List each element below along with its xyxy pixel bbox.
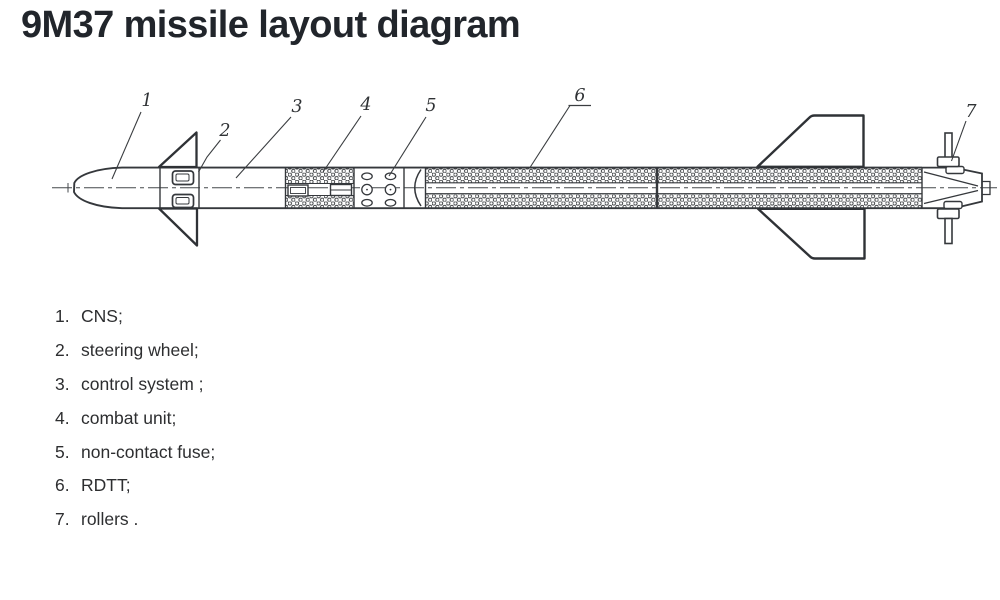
legend-item-label: control system ;: [81, 373, 204, 394]
leader-1: [112, 112, 141, 179]
legend-item-5: [55, 435, 215, 469]
callout-5: 5: [425, 96, 437, 116]
steering-actuators: [173, 171, 194, 208]
roller-flange-bottom: [938, 209, 960, 219]
page-title: 9M37 missile layout diagram: [21, 4, 521, 46]
legend-item-label: rollers .: [81, 509, 139, 530]
canard-fin-lower: [159, 209, 197, 246]
callout-3: 3: [291, 97, 303, 117]
center-axis-line: [52, 183, 997, 193]
callout-7: 7: [965, 102, 977, 122]
tail-fin-lower: [758, 209, 865, 259]
combat-unit-hatch-top: [286, 169, 354, 184]
roller-pin-bottom: [945, 219, 952, 244]
legend-item-number: 1.: [55, 306, 70, 327]
leader-4: [323, 116, 361, 172]
callout-6: 6: [574, 86, 586, 106]
legend-item-2: [55, 334, 215, 368]
legend-item-6: [55, 469, 215, 503]
legend-item-1: [55, 300, 215, 334]
leader-6: [530, 106, 570, 168]
callout-4: 4: [360, 95, 372, 115]
legend-item-4: [55, 401, 215, 435]
tail-fins: [758, 116, 865, 259]
fuse-internals: [362, 173, 396, 206]
legend-item-number: 6.: [55, 475, 70, 496]
legend-item-3: [55, 368, 215, 402]
legend-item-label: CNS;: [81, 306, 123, 327]
leader-7: [952, 121, 967, 161]
leader-3: [236, 117, 291, 178]
legend-item-number: 7.: [55, 509, 70, 530]
legend-item-7: [55, 503, 215, 537]
roller-flange-top: [938, 157, 960, 167]
callout-2: 2: [219, 121, 231, 141]
canard-fin-upper: [159, 133, 197, 168]
combat-unit-hatch-bottom: [286, 196, 354, 208]
roller-pin-top: [945, 133, 952, 158]
legend-list: [55, 300, 215, 537]
legend-item-number: 4.: [55, 407, 70, 428]
legend-item-label: combat unit;: [81, 407, 177, 428]
legend-item-label: non-contact fuse;: [81, 441, 216, 462]
tail-fin-upper: [758, 116, 864, 167]
channel-lines: [286, 183, 923, 196]
legend-item-number: 3.: [55, 373, 70, 394]
legend-item-label: steering wheel;: [81, 340, 199, 361]
legend-item-number: 2.: [55, 340, 70, 361]
rdtt-hatch-bottom: [426, 194, 923, 208]
canard-fins: [159, 133, 197, 246]
rdtt-hatch-top: [426, 168, 923, 183]
callout-1: 1: [141, 91, 153, 111]
combat-unit-internals: [288, 185, 352, 197]
legend-item-label: RDTT;: [81, 475, 131, 496]
legend-item-number: 5.: [55, 441, 70, 462]
